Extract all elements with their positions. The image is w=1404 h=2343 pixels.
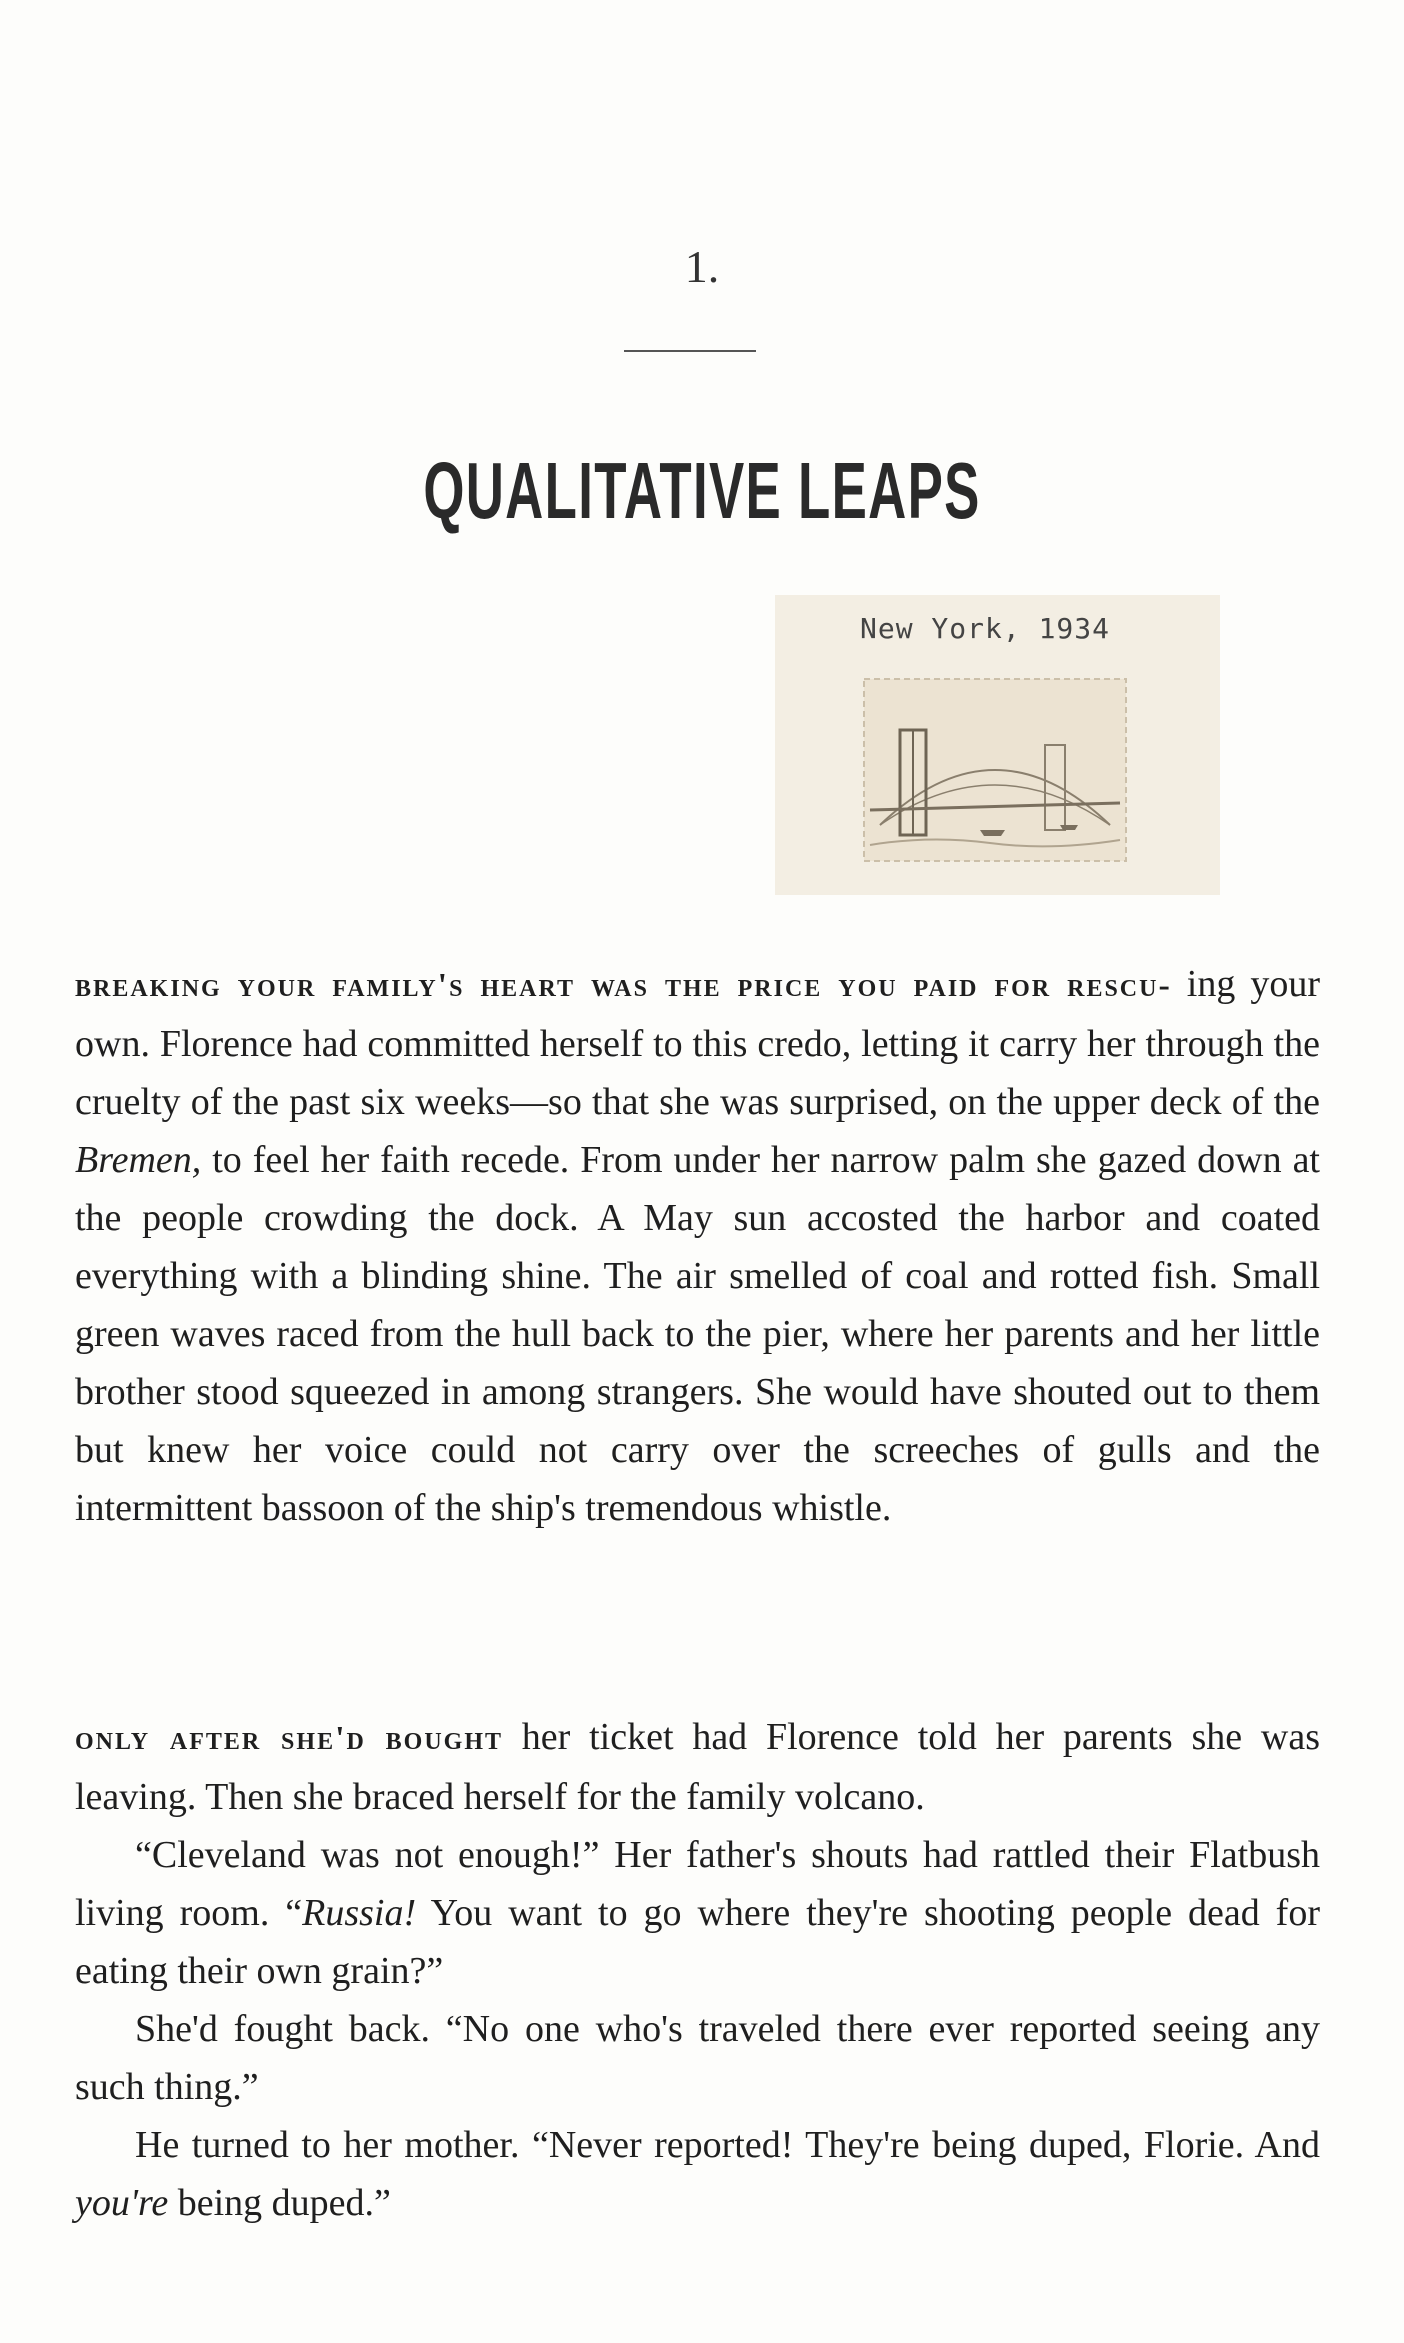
section-lead-in: only after she'd bought bbox=[75, 1720, 504, 1757]
paragraph-text: You want to go where they're shooting people dead for eating their own grain?” bbox=[75, 1892, 1320, 1992]
paragraph bbox=[75, 1708, 1320, 1826]
paragraph-text: being duped.” bbox=[168, 2182, 391, 2224]
paragraph: She'd fought back. “No one who's traveled there ever reported seeing any such thing.” bbox=[75, 2008, 1320, 2108]
bridge-stamp-illustration bbox=[860, 675, 1130, 865]
paragraph-text: He turned to her mother. “Never reported! They're being duped, Florie. And bbox=[135, 2124, 1320, 2166]
paragraph-text: “Cleveland was not enough!” Her father's shouts had rattled their Flatbush living room. “ bbox=[75, 1834, 1320, 1934]
paragraph bbox=[75, 2116, 1320, 2232]
paragraph-text: to feel her faith recede. From under her narrow palm she gazed down at the people crowding the dock. A May sun accosted the harbor and coated everything with a blinding shine. The air smelled of coal and rotted fish. Small green waves raced from the hull back to the pier, where her parents and her little brother stood squeezed in among strangers. She would have shouted out to them but knew her voice could not carry over the screeches of gulls and the intermittent bassoon of the ship's tremendous whistle. bbox=[75, 1139, 1320, 1529]
chapter-divider bbox=[624, 350, 756, 352]
ship-name: Bremen, bbox=[75, 1139, 202, 1181]
emphasis: Russia! bbox=[302, 1892, 417, 1934]
dateline: New York, 1934 bbox=[860, 612, 1111, 645]
chapter-title: QUALITATIVE LEAPS bbox=[423, 446, 981, 535]
section-lead-in: breaking your family's heart was the price you paid for rescu- bbox=[75, 967, 1172, 1004]
emphasis: you're bbox=[75, 2182, 169, 2224]
chapter-number: 1. bbox=[684, 241, 720, 292]
second-section bbox=[75, 1708, 1320, 2232]
opening-paragraph bbox=[75, 955, 1320, 1537]
paragraph bbox=[75, 1826, 1320, 2000]
paragraph-text: her ticket had Florence told her parents she was leaving. Then she braced herself for the family volcano. bbox=[75, 1716, 1320, 1818]
paragraph-text: ing your own. Florence had committed herself to this credo, letting it carry her through the cruelty of the past six weeks—so that she was surprised, on the upper deck of the bbox=[75, 963, 1320, 1123]
